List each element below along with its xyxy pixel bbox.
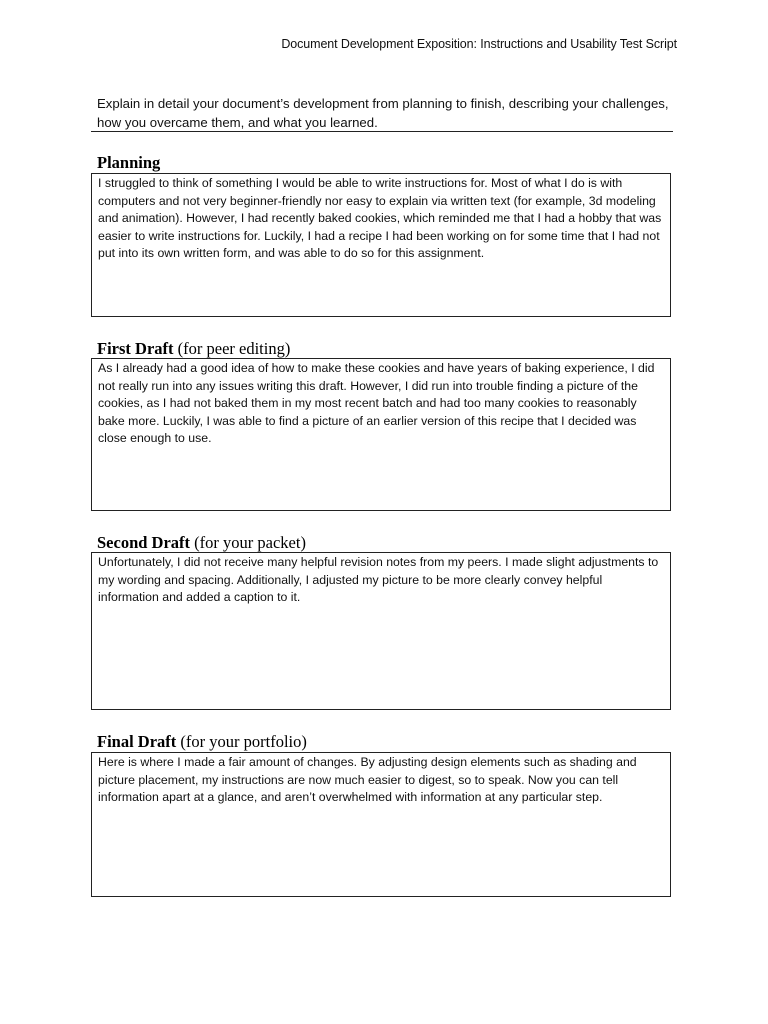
section-subtitle: (for peer editing) — [177, 339, 291, 358]
section-box-planning[interactable]: I struggled to think of something I would be able to write instructions for. Most of what I do is with computers and not very beginner-friendly nor easy to explain via written text (for example, 3d modeling and animation). However, I had recently baked cookies, which reminded me that I had a hobby that was easier to write instructions for. Luckily, I had a recipe I had been working on for some time that I had not put into its own written form, and was able to do so for this assignment. — [91, 173, 671, 317]
section-box-first-draft[interactable]: As I already had a good idea of how to make these cookies and have years of baking experience, I did not really run into any issues writing this draft. However, I did run into trouble finding a picture of the cookies, as I had not baked them in my most recent batch and had too many cookies to reasonably bake more. Luckily, I was able to find a picture of an earlier version of this recipe that I decided was close enough to use. — [91, 358, 671, 511]
section-title: First Draft — [97, 339, 174, 358]
section-box-second-draft[interactable]: Unfortunately, I did not receive many helpful revision notes from my peers. I made slight adjustments to my wording and spacing. Additionally, I adjusted my picture to be more clearly convey helpful information and added a caption to it. — [91, 552, 671, 710]
section-subtitle: (for your packet) — [194, 533, 306, 552]
section-title: Second Draft — [97, 533, 191, 552]
section-subtitle: (for your portfolio) — [180, 732, 307, 751]
section-heading-first-draft — [97, 339, 290, 359]
section-title: Final Draft — [97, 732, 177, 751]
section-heading-planning — [97, 153, 160, 173]
section-heading-second-draft — [97, 533, 306, 553]
intro-prompt: Explain in detail your document’s development from planning to finish, describing your challenges, how you overcame them, and what you learned. — [97, 96, 669, 130]
section-box-final-draft[interactable]: Here is where I made a fair amount of changes. By adjusting design elements such as shading and picture placement, my instructions are now much easier to digest, so to speak. Now you can tell information apart at a glance, and aren’t overwhelmed with information at any particular step. — [91, 752, 671, 897]
section-heading-final-draft — [97, 732, 307, 752]
section-title: Planning — [97, 153, 161, 172]
intro-divider — [91, 131, 673, 132]
document-header: Document Development Exposition: Instructions and Usability Test Script — [281, 37, 677, 51]
